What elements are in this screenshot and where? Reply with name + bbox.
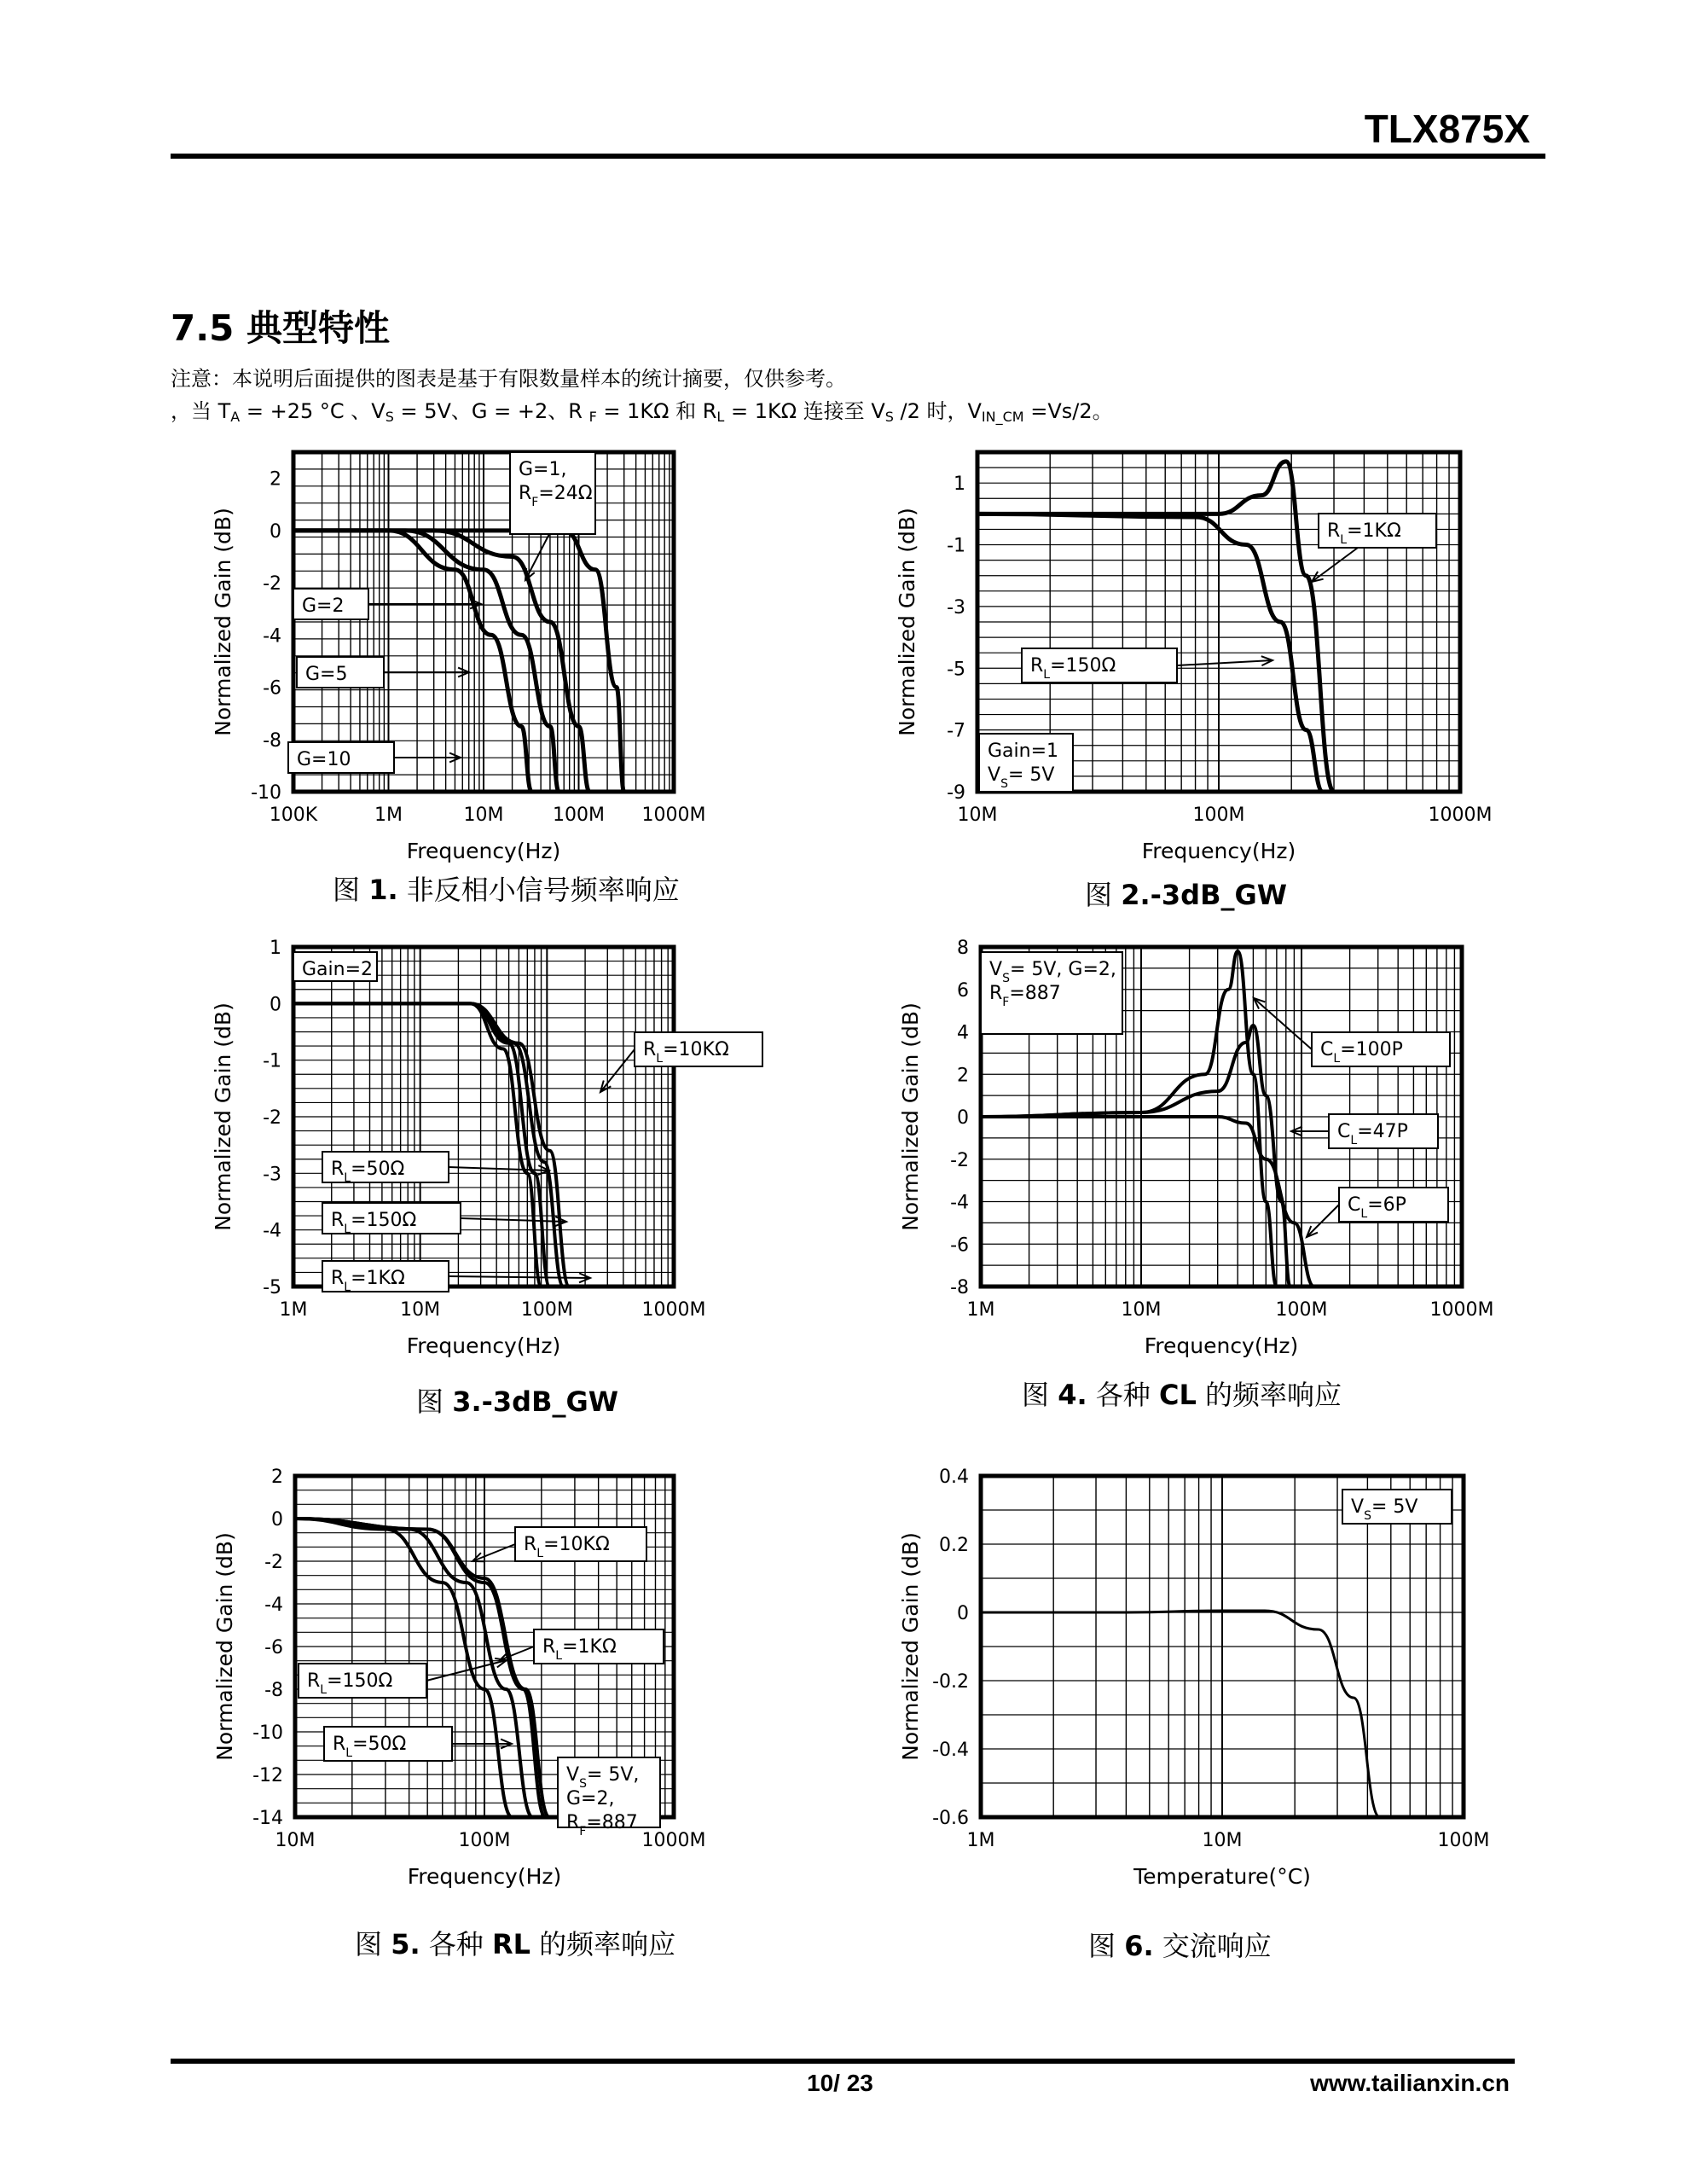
y-tick-label: -5	[263, 1277, 281, 1298]
annotation-arrow	[600, 1049, 635, 1092]
note-line-2: ，当 $T_A = +25$ °C 、$V_S = 5V$、G = +2、R $_F$ = 1KΩ 和 $R_L = 1K\Omega$ 连接至 $V_S$ /2 时，$V_{IN\_CM} =Vs/2$。	[171, 399, 1113, 425]
fig5-svg	[196, 1467, 793, 1911]
page-number: 10/ 23	[807, 2070, 873, 2096]
x-tick-label: 10M	[957, 804, 998, 826]
annotation-text: $R_L=50\Omega$	[331, 1159, 405, 1185]
x-tick-label: 100M	[458, 1830, 511, 1851]
annotation-0	[293, 952, 377, 981]
y-axis-label: Normalized Gain (dB)	[212, 1532, 237, 1761]
footer-rule	[171, 2059, 1515, 2064]
y-tick-label: 4	[957, 1022, 969, 1044]
grid-lines	[293, 452, 674, 792]
y-tick-label: 2	[270, 468, 281, 491]
x-tick-label: 1000M	[1428, 804, 1493, 826]
x-axis-label: Frequency(Hz)	[406, 839, 561, 863]
annotation-arrow	[1254, 998, 1312, 1049]
annotation-2	[1291, 1114, 1438, 1148]
x-tick-label: 100K	[269, 804, 318, 826]
annotation-text: $V_S= 5V$, G=2,	[989, 959, 1116, 985]
y-tick-label: 0	[270, 994, 281, 1016]
fig4-svg	[887, 938, 1518, 1365]
y-tick-label: -10	[251, 782, 281, 804]
x-axis-label: Frequency(Hz)	[1144, 1333, 1299, 1358]
annotation-2	[322, 1152, 549, 1185]
annotation-1	[1022, 648, 1272, 682]
y-tick-label: -2	[264, 1552, 283, 1573]
x-tick-label: 1M	[374, 804, 403, 826]
y-axis-label: Normalized Gain (dB)	[211, 508, 235, 736]
y-tick-label: 6	[957, 979, 969, 1002]
x-tick-label: 1000M	[641, 804, 706, 826]
y-tick-label: -0.2	[932, 1671, 969, 1693]
annotation-text: G=2,	[566, 1788, 615, 1809]
annotation-arrow	[449, 1276, 590, 1278]
x-axis-label: Frequency(Hz)	[407, 1864, 562, 1889]
annotation-text: $R_L=10K\Omega$	[643, 1039, 729, 1066]
header-rule	[171, 154, 1545, 159]
annotation-3	[288, 742, 461, 773]
x-tick-label: 1M	[279, 1299, 308, 1321]
annotation-arrow	[1312, 548, 1358, 582]
caption-fig5: 图 5. 各种 RL 的频率响应	[355, 1928, 676, 1960]
annotation-text: $R_F=887$	[566, 1812, 638, 1838]
y-tick-label: -3	[947, 596, 965, 619]
y-axis-label: Normalized Gain (dB)	[895, 508, 919, 736]
x-tick-label: 10M	[275, 1830, 316, 1851]
annotation-4	[322, 1261, 590, 1294]
series-line-0	[981, 1611, 1380, 1817]
caption-fig1: 图 1. 非反相小信号频率响应	[333, 874, 680, 906]
annotation-0	[1342, 1490, 1452, 1524]
y-tick-label: 0	[957, 1107, 969, 1129]
y-tick-label: -2	[263, 1107, 281, 1129]
note-line-1: 注意：本说明后面提供的图表是基于有限数量样本的统计摘要，仅供参考。	[171, 367, 846, 391]
y-tick-label: -3	[263, 1164, 281, 1186]
annotation-text: $R_L=10K\Omega$	[524, 1534, 610, 1560]
section-title: 7.5 典型特性	[171, 307, 391, 349]
y-axis-label: Normalized Gain (dB)	[898, 1532, 923, 1761]
annotation-text: $R_F=887$	[989, 983, 1061, 1009]
y-tick-label: -0.6	[932, 1808, 969, 1829]
annotation-1	[293, 589, 481, 619]
y-axis-label: Normalized Gain (dB)	[898, 1002, 923, 1231]
x-axis-label: Frequency(Hz)	[1141, 839, 1296, 863]
x-tick-label: 100M	[1275, 1299, 1328, 1321]
annotation-text: $R_L=50\Omega$	[333, 1734, 407, 1760]
chart-fig2	[870, 444, 1518, 870]
y-tick-label: -6	[263, 677, 281, 700]
y-tick-label: 0	[957, 1603, 969, 1624]
annotation-arrow	[1177, 660, 1272, 665]
y-tick-label: -6	[264, 1637, 283, 1658]
y-tick-label: 2	[957, 1065, 969, 1087]
document-header-title: TLX875X	[1364, 107, 1530, 151]
website-url: www.tailianxin.cn	[1310, 2070, 1510, 2096]
y-tick-label: 1	[954, 473, 965, 496]
fig3-svg	[196, 938, 793, 1365]
y-tick-label: -0.4	[932, 1740, 969, 1761]
annotation-text: $R_L=1K\Omega$	[1327, 520, 1401, 547]
x-tick-label: 100M	[1437, 1830, 1490, 1851]
annotation-text: $V_S= 5V$	[988, 764, 1055, 791]
y-tick-label: -4	[263, 1220, 281, 1242]
y-tick-label: -14	[252, 1808, 283, 1829]
annotation-text: $R_L=150\Omega$	[307, 1670, 393, 1697]
annotation-text: G=1,	[519, 459, 567, 480]
chart-fig4	[887, 938, 1518, 1365]
annotation-text: $V_S= 5V$,	[566, 1764, 640, 1791]
annotation-text: $R_F=24\Omega$	[519, 483, 593, 509]
x-tick-label: 10M	[400, 1299, 441, 1321]
grid-lines	[981, 1476, 1464, 1817]
y-tick-label: -8	[263, 729, 281, 752]
chart-fig6	[870, 1467, 1518, 1911]
x-tick-label: 1000M	[641, 1299, 706, 1321]
annotation-text: G=2	[302, 595, 345, 617]
y-tick-label: 8	[957, 938, 969, 959]
annotation-0	[1312, 514, 1436, 582]
y-tick-label: -5	[947, 659, 965, 681]
y-tick-label: -6	[950, 1234, 969, 1257]
annotation-text: $R_L=1K\Omega$	[542, 1636, 617, 1663]
y-axis-label: Normalized Gain (dB)	[211, 1002, 235, 1231]
x-tick-label: 100M	[1192, 804, 1245, 826]
caption-fig4: 图 4. 各种 CL 的频率响应	[1022, 1379, 1342, 1411]
caption-fig6: 图 6. 交流响应	[1088, 1930, 1272, 1962]
series-group	[981, 1611, 1380, 1817]
annotation-text: Gain=2	[302, 959, 374, 980]
y-tick-label: 0.2	[939, 1535, 969, 1556]
x-tick-label: 10M	[463, 804, 504, 826]
series-line-1	[981, 1025, 1290, 1287]
y-tick-label: -9	[947, 782, 965, 804]
annotation-text: $V_S= 5V$	[1351, 1496, 1418, 1523]
y-tick-label: -10	[252, 1722, 283, 1744]
y-tick-label: 0.4	[939, 1467, 969, 1488]
annotation-text: G=5	[305, 664, 348, 685]
x-tick-label: 10M	[1202, 1830, 1243, 1851]
chart-fig3	[196, 938, 793, 1365]
y-tick-label: 0	[271, 1509, 283, 1531]
y-tick-label: 2	[271, 1467, 283, 1488]
caption-fig3: 图 3.-3dB_GW	[416, 1385, 619, 1418]
y-tick-label: -7	[947, 720, 965, 742]
annotation-3	[322, 1203, 566, 1236]
x-tick-label: 100M	[520, 1299, 573, 1321]
x-axis-label: Frequency(Hz)	[406, 1333, 561, 1358]
annotation-1	[600, 1032, 762, 1092]
annotation-2	[297, 657, 469, 688]
y-tick-label: -1	[947, 535, 965, 557]
chart-fig5	[196, 1467, 793, 1911]
y-tick-label: -4	[950, 1192, 969, 1214]
y-tick-label: 0	[270, 520, 281, 543]
fig1-svg	[196, 444, 793, 870]
y-tick-label: -8	[264, 1680, 283, 1701]
x-tick-label: 1000M	[641, 1830, 706, 1851]
annotation-text: $R_L=150\Omega$	[331, 1210, 417, 1236]
x-tick-label: 10M	[1121, 1299, 1162, 1321]
annotation-4	[558, 1757, 660, 1838]
annotation-2	[979, 734, 1073, 792]
annotation-arrow	[1307, 1205, 1339, 1237]
x-tick-label: 1000M	[1429, 1299, 1494, 1321]
annotation-text: G=10	[297, 749, 351, 770]
annotation-text: $C_L=47P$	[1337, 1121, 1408, 1147]
x-tick-label: 1M	[966, 1830, 995, 1851]
x-tick-label: 1M	[966, 1299, 995, 1321]
y-tick-label: -12	[252, 1765, 283, 1786]
annotation-0	[472, 1527, 646, 1561]
annotation-text: $C_L=6P$	[1348, 1194, 1406, 1221]
annotation-0	[981, 952, 1122, 1034]
y-tick-label: 1	[270, 938, 281, 959]
annotation-text: $C_L=100P$	[1320, 1039, 1403, 1066]
y-tick-label: -4	[263, 625, 281, 648]
annotation-text: $R_L=150\Omega$	[1030, 655, 1116, 682]
y-tick-label: -4	[264, 1594, 283, 1616]
annotation-text: Gain=1	[988, 741, 1059, 762]
fig2-svg	[870, 444, 1518, 870]
y-tick-label: -2	[950, 1149, 969, 1171]
annotation-text: $R_L=1K\Omega$	[331, 1268, 405, 1294]
caption-fig2: 图 2.-3dB_GW	[1085, 879, 1288, 911]
y-tick-label: -8	[950, 1277, 969, 1298]
fig6-svg	[870, 1467, 1518, 1911]
x-tick-label: 100M	[553, 804, 605, 826]
y-tick-label: -2	[263, 573, 281, 595]
x-axis-label: Temperature(°C)	[1133, 1864, 1311, 1889]
annotation-arrow	[461, 1218, 566, 1222]
chart-fig1	[196, 444, 793, 870]
y-tick-label: -1	[263, 1050, 281, 1072]
